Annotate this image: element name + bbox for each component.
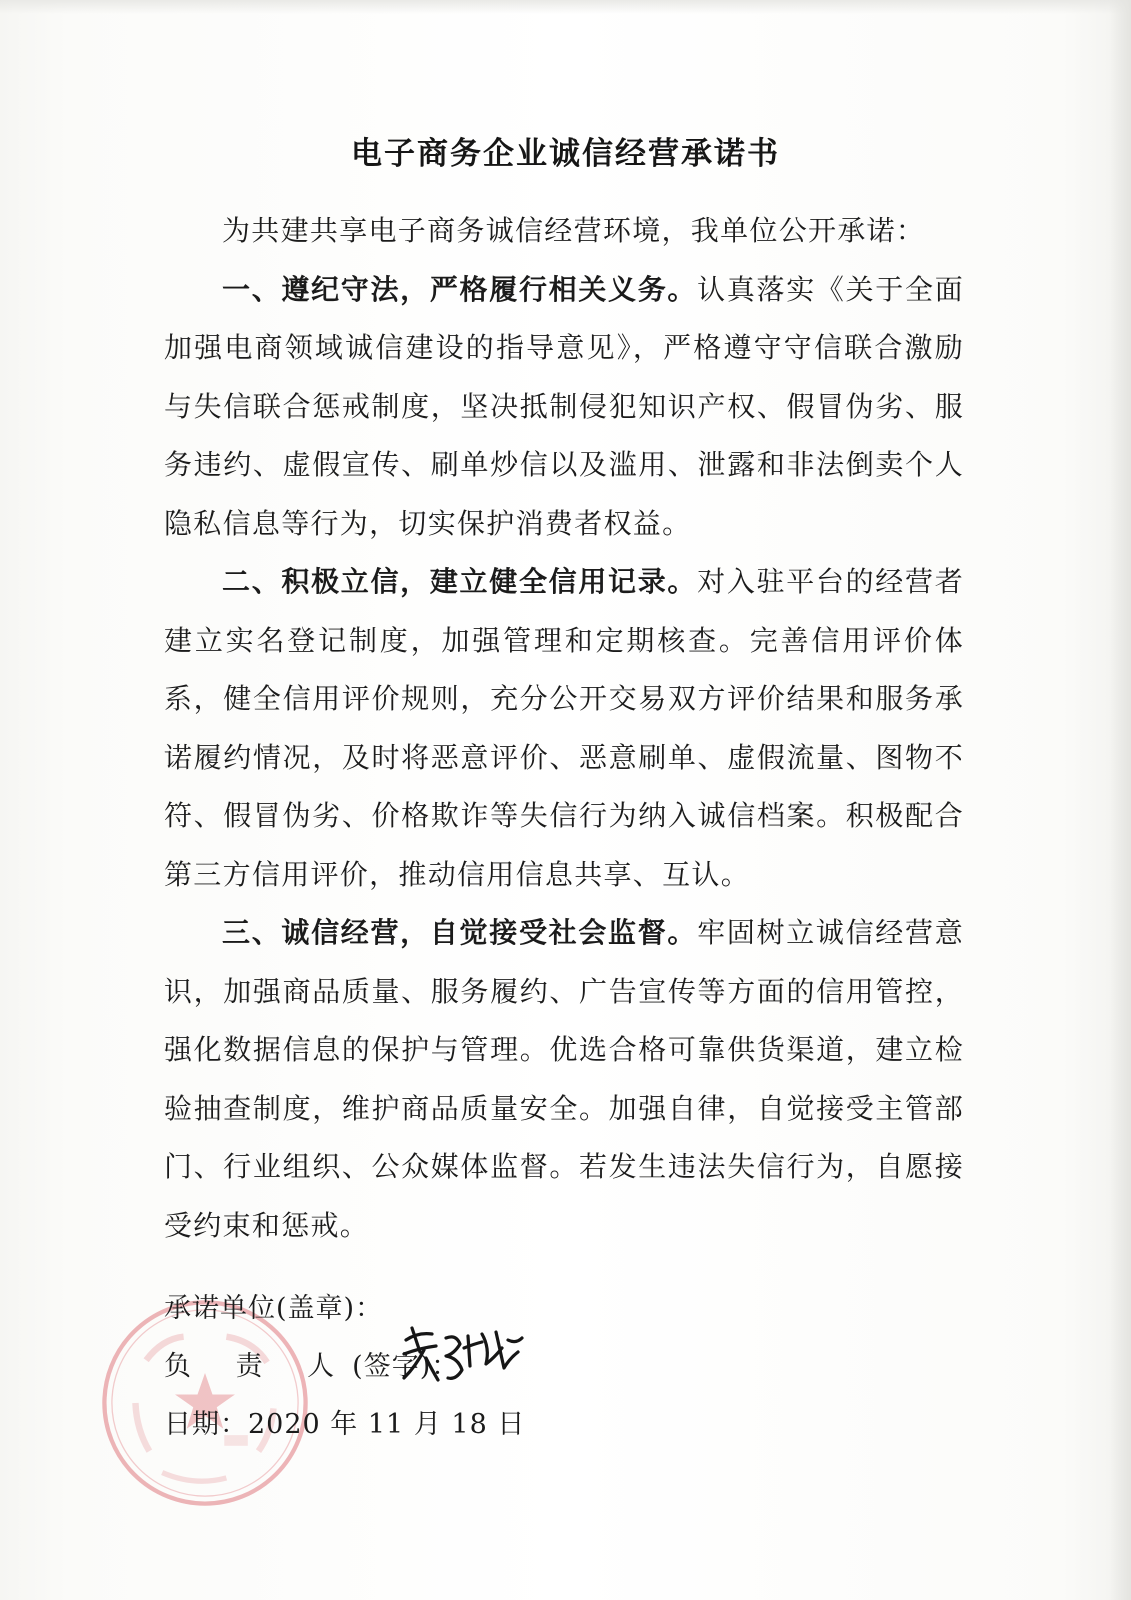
section-1-heading: 一、遵纪守法，严格履行相关义务。 [222,272,698,306]
section-1-paragraph [164,261,964,554]
section-3-heading: 三、诚信经营，自觉接受社会监督。 [222,916,698,949]
signature-label: (签字)： [352,1351,460,1382]
paper-top-edge [0,0,1131,14]
section-2-heading: 二、积极立信，建立健全信用记录。 [222,565,698,598]
date-line [164,1396,864,1454]
section-2-paragraph [164,553,964,904]
section-3-paragraph [164,904,964,1255]
date-label: 日期：2020 年 11 月 18 日 [164,1409,526,1440]
responsible-person-label: 负 责 人 [164,1351,353,1382]
handwritten-signature [398,1318,528,1388]
section-1-body: 认真落实《关于全面加强电商领域诚信建设的指导意见》，严格遵守守信联合激励与失信联合惩戒制度，坚决抵制侵犯知识产权、假冒伪劣、服务违约、虚假宣传、刷单炒信以及滥用、泄露和非法倒卖个人隐私信息等行为，切实保护消费者权益。 [164,272,964,540]
paper-right-edge [1109,0,1131,1600]
document-body [164,202,964,1255]
intro-paragraph: 为共建共享电子商务诚信经营环境，我单位公开承诺： [222,214,926,247]
section-3-body: 牢固树立诚信经营意识，加强商品质量、服务履约、广告宣传等方面的信用管控，强化数据信息的保护与管理。优选合格可靠供货渠道，建立检验抽查制度，维护商品质量安全。加强自律，自觉接受主管部门、行业组织、公众媒体监督。若发生违法失信行为，自愿接受约束和惩戒。 [164,916,964,1242]
section-2-body: 对入驻平台的经营者建立实名登记制度，加强管理和定期核查。完善信用评价体系，健全信用评价规则，充分公开交易双方评价结果和服务承诺履约情况，及时将恶意评价、恶意刷单、虚假流量、图物不符、假冒伪劣、价格欺诈等失信行为纳入诚信档案。积极配合第三方信用评价，推动信用信息共享、互认。 [164,565,964,891]
unit-seal-label: 承诺单位(盖章)： [164,1293,384,1324]
document-title: 电子商务企业诚信经营承诺书 [351,136,780,172]
